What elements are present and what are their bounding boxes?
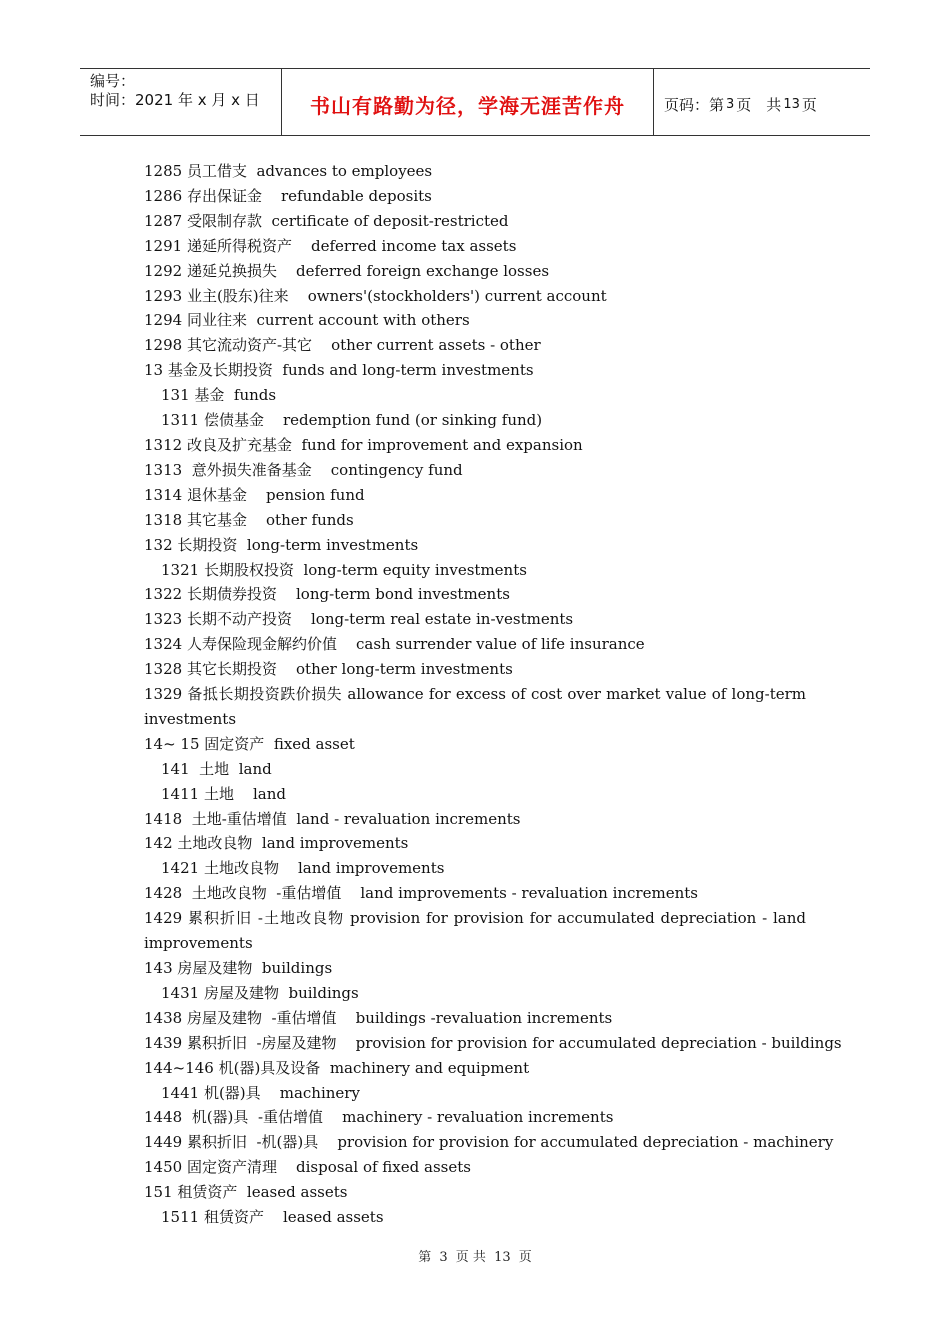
document-date: 时间：2021 年 x 月 x 日 — [90, 91, 260, 109]
page-header — [80, 68, 870, 136]
glossary-entry: 1298 其它流动资产-其它 other current assets - other — [144, 336, 541, 355]
page-suffix: 页 — [801, 95, 817, 114]
glossary-entry: 1329 备抵长期投资跌价损失 allowance for excess of cost over market value of long-term investments — [144, 685, 806, 728]
glossary-entry: 1324 人寿保险现金解约价值 cash surrender value of life insurance — [144, 635, 645, 654]
glossary-body — [144, 159, 842, 1230]
glossary-entry: 142 土地改良物 land improvements — [144, 834, 409, 853]
glossary-entry: 1292 递延兑换损失 deferred foreign exchange losses — [144, 261, 550, 280]
glossary-entry: 1314 退休基金 pension fund — [144, 485, 365, 504]
glossary-entry: 1286 存出保证金 refundable deposits — [144, 186, 432, 205]
page-total: 13 — [783, 96, 800, 112]
footer-current-page: 3 — [439, 1250, 448, 1265]
glossary-entry: 1448 机(器)具 -重估增值 machinery - revaluation increments — [144, 1108, 614, 1127]
glossary-entry: 151 租赁资产 leased assets — [144, 1183, 348, 1202]
glossary-entry: 13 基金及长期投资 funds and long-term investments — [144, 361, 534, 380]
glossary-entry: 1411 土地 land — [161, 784, 287, 803]
glossary-entry: 1449 累积折旧 -机(器)具 provision for provision for accumulated depreciation - machinery — [144, 1133, 834, 1152]
footer-prefix: 第 — [418, 1250, 432, 1265]
glossary-entry: 132 长期投资 long-term investments — [144, 535, 419, 554]
page-mid: 页 共 — [736, 95, 782, 114]
page-prefix: 页码：第 — [664, 95, 725, 114]
glossary-entry: 1322 长期债券投资 long-term bond investments — [144, 585, 510, 604]
glossary-entry: 1450 固定资产清理 disposal of fixed assets — [144, 1158, 471, 1177]
glossary-entry: 1294 同业往来 current account with others — [144, 311, 470, 330]
glossary-entry: 1511 租赁资产 leased assets — [161, 1208, 384, 1227]
glossary-entry: 1438 房屋及建物 -重估增值 buildings -revaluation increments — [144, 1008, 613, 1027]
page-footer — [0, 1246, 950, 1265]
glossary-entry: 143 房屋及建物 buildings — [144, 959, 333, 977]
glossary-entry: 1418 土地-重估增值 land - revaluation increments — [144, 809, 521, 828]
footer-suffix: 页 — [518, 1250, 532, 1265]
footer-mid: 页 共 — [455, 1250, 486, 1265]
glossary-entry: 1323 长期不动产投资 long-term real estate in-vestments — [144, 610, 574, 629]
glossary-entry: 131 基金 funds — [161, 386, 277, 405]
glossary-entry: 1428 土地改良物 -重估增值 land improvements - revaluation increments — [144, 884, 698, 903]
glossary-entry: 1328 其它长期投资 other long-term investments — [144, 660, 513, 679]
footer-total-pages: 13 — [494, 1250, 511, 1265]
glossary-entry: 1291 递延所得税资产 deferred income tax assets — [144, 236, 517, 255]
glossary-entry: 1321 长期股权投资 long-term equity investments — [161, 560, 527, 579]
page-current: 3 — [726, 96, 735, 112]
header-page-info — [654, 69, 870, 135]
glossary-entry: 1441 机(器)具 machinery — [161, 1083, 360, 1102]
glossary-entry: 1287 受限制存款 certificate of deposit-restricted — [144, 211, 509, 230]
glossary-entry: 14~ 15 固定资产 fixed asset — [144, 734, 355, 753]
glossary-entry: 1313 意外损失准备基金 contingency fund — [144, 460, 463, 479]
header-meta — [80, 69, 281, 135]
glossary-entry: 141 土地 land — [161, 759, 272, 778]
glossary-entry: 144~146 机(器)具及设备 machinery and equipment — [144, 1058, 530, 1077]
glossary-entry: 1312 改良及扩充基金 fund for improvement and expansion — [144, 435, 583, 454]
glossary-entry: 1318 其它基金 other funds — [144, 510, 354, 529]
document-number-label: 编号： — [90, 72, 136, 90]
glossary-entry: 1311 偿债基金 redemption fund (or sinking fund) — [161, 411, 543, 430]
header-motto: 书山有路勤为径，学海无涯苦作舟 — [281, 69, 654, 135]
glossary-entry: 1429 累积折旧 -土地改良物 provision for provision for accumulated depreciation - land improvements — [144, 909, 806, 953]
glossary-entry: 1421 土地改良物 land improvements — [161, 859, 445, 878]
glossary-entry: 1285 员工借支 advances to employees — [144, 162, 433, 180]
glossary-entry: 1439 累积折旧 -房屋及建物 provision for provision for accumulated depreciation - buildings — [144, 1033, 842, 1052]
glossary-entry: 1431 房屋及建物 buildings — [161, 983, 359, 1002]
glossary-entry: 1293 业主(股东)往来 owners'(stockholders') current account — [144, 286, 607, 305]
